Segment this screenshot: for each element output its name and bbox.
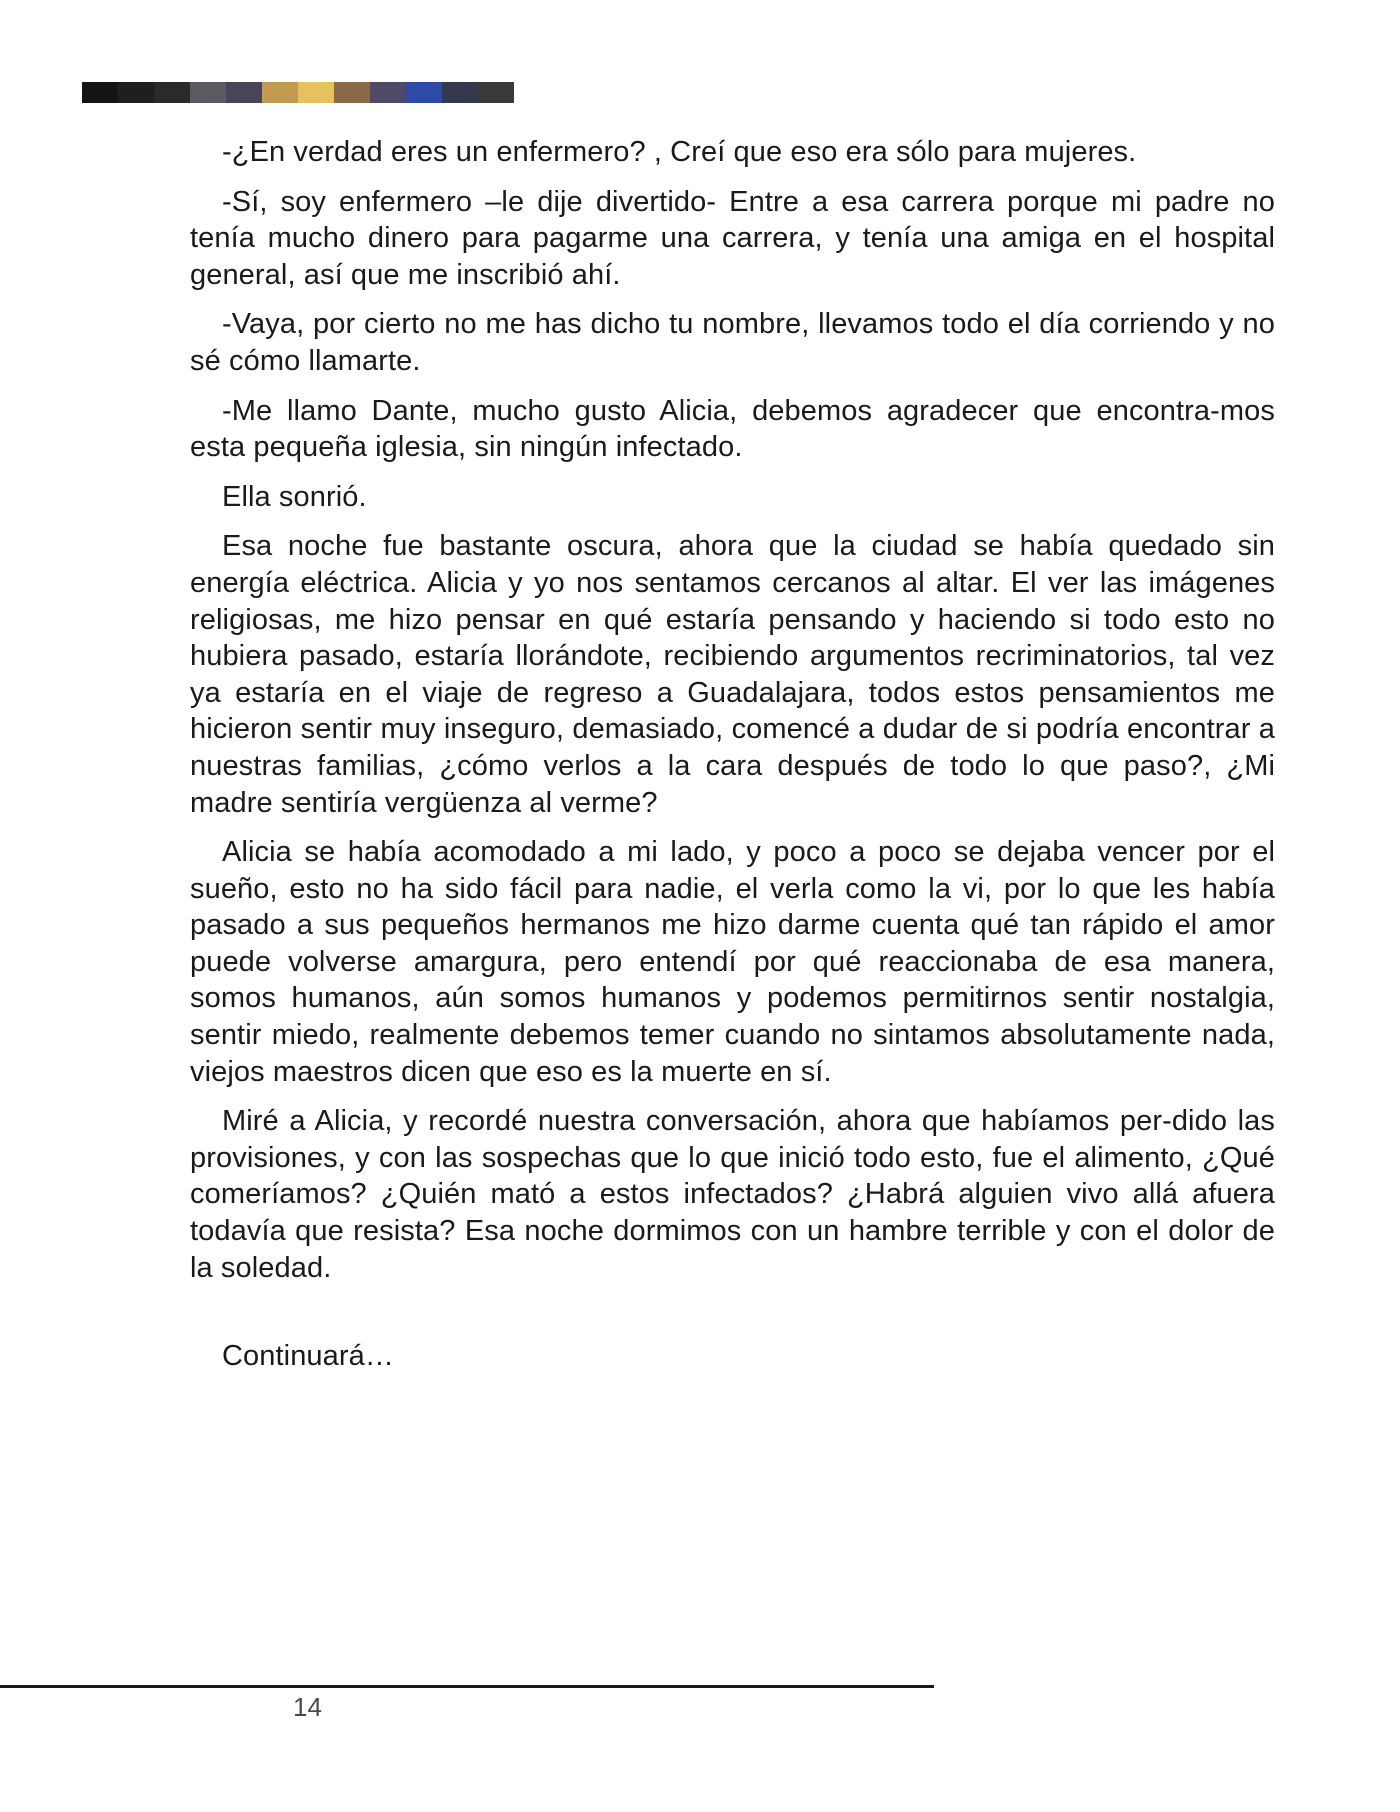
color-swatch <box>118 82 154 103</box>
color-swatch <box>406 82 442 103</box>
story-body <box>190 134 1275 1388</box>
footer-rule <box>0 1685 934 1688</box>
paragraph: Esa noche fue bastante oscura, ahora que la ciudad se había quedado sin energía eléctrica. Alicia y yo nos sentamos cercanos al altar. El ver las imágenes religiosas, me hizo pensar en qué estaría pensando y haciendo si todo esto no hubiera pasado, estaría llorándote, recibiendo argumentos recriminatorios, tal vez ya estaría en el viaje de regreso a Guadalajara, todos estos pensamientos me hicieron sentir muy inseguro, demasiado, comencé a dudar de si podría encontrar a nuestras familias, ¿cómo verlos a la cara después de todo lo que paso?, ¿Mi madre sentiría vergüenza al verme? <box>190 530 1275 819</box>
color-swatch <box>478 82 514 103</box>
paragraph: Miré a Alicia, y recordé nuestra conversación, ahora que habíamos per-dido las provisiones, y con las sospechas que lo que inició todo esto, fue el alimento, ¿Qué comeríamos? ¿Quién mató a estos infectados? ¿Habrá alguien vivo allá afuera todavía que resista? Esa noche dormimos con un hambre terrible y con el dolor de la soledad. <box>190 1105 1275 1284</box>
color-swatch <box>190 82 226 103</box>
paragraph: Alicia se había acomodado a mi lado, y poco a poco se dejaba vencer por el sueño, esto no ha sido fácil para nadie, el verla como la vi, por lo que les había pasado a sus pequeños hermanos me hizo darme cuenta qué tan rápido el amor puede volverse amargura, pero entendí por qué reaccionaba de esa manera, somos humanos, aún somos humanos y podemos permitirnos sentir nostalgia, sentir miedo, realmente debemos temer cuando no sintamos absolutamente nada, viejos maestros dicen que eso es la muerte en sí. <box>190 836 1275 1088</box>
color-swatch <box>370 82 406 103</box>
color-swatch <box>298 82 334 103</box>
decorative-color-strip <box>82 82 514 103</box>
paragraph: -Sí, soy enfermero –le dije divertido- Entre a esa carrera porque mi padre no tenía mucho dinero para pagarme una carrera, y tenía una amiga en el hospital general, así que me inscribió ahí. <box>190 185 1275 291</box>
color-swatch <box>154 82 190 103</box>
page-number: 14 <box>293 1692 322 1722</box>
color-swatch <box>226 82 262 103</box>
color-swatch <box>82 82 118 103</box>
paragraph: -¿En verdad eres un enfermero? , Creí que eso era sólo para mujeres. <box>222 136 1137 168</box>
paragraph: -Me llamo Dante, mucho gusto Alicia, debemos agradecer que encontra-mos esta pequeña iglesia, sin ningún infectado. <box>190 394 1275 464</box>
paragraph: -Vaya, por cierto no me has dicho tu nombre, llevamos todo el día corriendo y no sé cómo llamarte. <box>190 308 1275 377</box>
to-be-continued: Continuará… <box>222 1340 394 1373</box>
color-swatch <box>334 82 370 103</box>
color-swatch <box>442 82 478 103</box>
color-swatch <box>262 82 298 103</box>
paragraph: Ella sonrió. <box>222 480 367 513</box>
